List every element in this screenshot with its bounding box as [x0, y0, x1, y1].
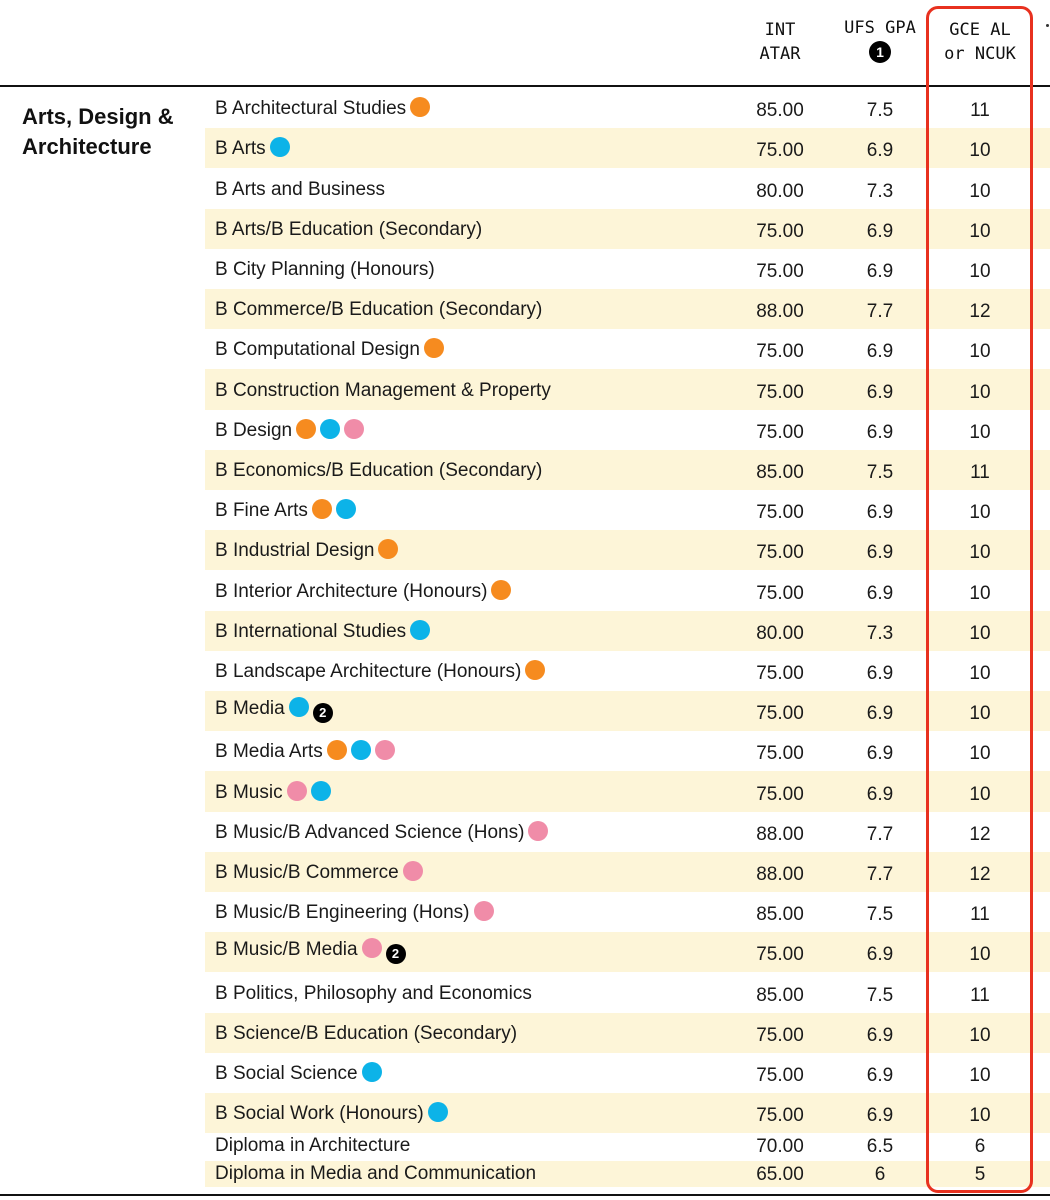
program-name: B Music — [215, 781, 331, 804]
atar-value: 75.00 — [756, 502, 804, 524]
program-name: B Economics/B Education (Secondary) — [215, 459, 543, 481]
gpa-value: 6.9 — [866, 502, 894, 524]
gce-value: 10 — [969, 220, 991, 242]
gce-value: 10 — [969, 582, 991, 604]
atar-value: 75.00 — [756, 260, 804, 282]
gce-value: 5 — [974, 1164, 986, 1185]
footnote-1-icon: 1 — [869, 41, 891, 63]
gpa-value: 6.9 — [866, 341, 894, 363]
atar-value: 75.00 — [756, 662, 804, 684]
gpa-value: 6.9 — [866, 783, 894, 805]
atar-value: 88.00 — [756, 301, 804, 323]
gpa-value: 6.9 — [866, 260, 894, 282]
pink-dot-icon — [344, 419, 364, 439]
gce-value: 11 — [970, 461, 990, 483]
header-gce-al-ncuk: GCE AL or NCUK — [944, 20, 1016, 64]
program-name: B Music/B Advanced Science (Hons) — [215, 821, 548, 844]
gce-value: 10 — [969, 421, 991, 443]
header-ufs-gpa: UFS GPA 1 — [830, 16, 930, 64]
atar-value: 85.00 — [756, 984, 804, 1006]
program-name: B Landscape Architecture (Honours) — [215, 660, 545, 683]
orange-dot-icon — [378, 539, 398, 559]
atar-value: 75.00 — [756, 582, 804, 604]
gpa-value: 6.9 — [866, 703, 894, 725]
atar-value: 88.00 — [756, 863, 804, 885]
program-name: B Social Science — [215, 1062, 382, 1085]
section-title: Arts, Design & Architecture — [22, 104, 174, 159]
atar-value: 75.00 — [756, 381, 804, 403]
gpa-value: 7.7 — [866, 301, 894, 323]
table-row — [205, 369, 1050, 409]
gce-value: 10 — [969, 1064, 991, 1086]
atar-value: 75.00 — [756, 341, 804, 363]
atar-value: 75.00 — [756, 1024, 804, 1046]
program-name: Diploma in Architecture — [215, 1135, 411, 1156]
table-row — [205, 1093, 1050, 1133]
gce-value: 10 — [969, 783, 991, 805]
atar-value: 70.00 — [756, 1136, 804, 1157]
gpa-value: 7.5 — [866, 100, 894, 122]
table-row — [205, 892, 1050, 932]
program-name: B Arts/B Education (Secondary) — [215, 218, 483, 240]
gce-value: 10 — [969, 140, 991, 162]
table-bottom-divider — [0, 1194, 1050, 1196]
program-name: B Computational Design — [215, 338, 444, 361]
atar-value: 85.00 — [756, 100, 804, 122]
table-row — [205, 209, 1050, 249]
gce-value: 10 — [969, 703, 991, 725]
blue-dot-icon — [289, 697, 309, 717]
program-name: B Science/B Education (Secondary) — [215, 1022, 518, 1044]
gpa-value: 6 — [874, 1164, 886, 1185]
gce-value: 10 — [969, 502, 991, 524]
footnote-2-icon: 2 — [313, 703, 333, 723]
table-row — [205, 972, 1050, 1012]
program-name: B Media 2 — [215, 697, 333, 723]
atar-value: 75.00 — [756, 542, 804, 564]
atar-value: 65.00 — [756, 1164, 804, 1185]
atar-value: 80.00 — [756, 622, 804, 644]
atar-value: 75.00 — [756, 1105, 804, 1127]
program-name: B Design — [215, 419, 364, 442]
gpa-value: 7.5 — [866, 461, 894, 483]
table-row — [205, 812, 1050, 852]
gce-value: 11 — [970, 904, 990, 926]
orange-dot-icon — [410, 97, 430, 117]
table-row — [205, 691, 1050, 731]
gpa-value: 6.9 — [866, 381, 894, 403]
table-row — [205, 249, 1050, 289]
gce-value: 10 — [969, 260, 991, 282]
gpa-value: 7.3 — [866, 180, 894, 202]
gce-value: 10 — [969, 1024, 991, 1046]
gpa-value: 7.3 — [866, 622, 894, 644]
blue-dot-icon — [311, 781, 331, 801]
table-row — [205, 771, 1050, 811]
atar-value: 75.00 — [756, 944, 804, 966]
gce-value: 10 — [969, 180, 991, 202]
table-row — [205, 289, 1050, 329]
gce-value: 10 — [969, 662, 991, 684]
table-row — [205, 852, 1050, 892]
table-row — [205, 168, 1050, 208]
program-name: B Commerce/B Education (Secondary) — [215, 299, 543, 321]
gce-value: 6 — [974, 1136, 986, 1157]
gpa-value: 6.9 — [866, 1105, 894, 1127]
table-row — [205, 410, 1050, 450]
gce-value: 10 — [969, 341, 991, 363]
gce-value: 10 — [969, 622, 991, 644]
pink-dot-icon — [287, 781, 307, 801]
table-row — [205, 490, 1050, 530]
table-row — [205, 530, 1050, 570]
table-row — [205, 651, 1050, 691]
blue-dot-icon — [428, 1102, 448, 1122]
gpa-value: 7.7 — [866, 863, 894, 885]
pink-dot-icon — [474, 901, 494, 921]
atar-value: 85.00 — [756, 461, 804, 483]
orange-dot-icon — [327, 740, 347, 760]
program-name: B Interior Architecture (Honours) — [215, 580, 511, 603]
blue-dot-icon — [320, 419, 340, 439]
program-name: B City Planning (Honours) — [215, 258, 435, 280]
atar-value: 75.00 — [756, 1064, 804, 1086]
table-row — [205, 450, 1050, 490]
pink-dot-icon — [362, 938, 382, 958]
atar-value: 75.00 — [756, 421, 804, 443]
program-name: B Social Work (Honours) — [215, 1102, 448, 1125]
table-row — [205, 1053, 1050, 1093]
program-name: B Industrial Design — [215, 539, 398, 562]
gpa-value: 6.9 — [866, 662, 894, 684]
gpa-value: 6.9 — [866, 220, 894, 242]
gce-value: 10 — [969, 743, 991, 765]
gce-value: 10 — [969, 542, 991, 564]
gpa-value: 6.9 — [866, 542, 894, 564]
gpa-value: 6.9 — [866, 582, 894, 604]
program-name: B Construction Management & Property — [215, 379, 551, 401]
program-name: B Arts — [215, 137, 290, 160]
header-divider — [0, 85, 1050, 87]
table-row — [205, 329, 1050, 369]
atar-value: 75.00 — [756, 783, 804, 805]
atar-value: 88.00 — [756, 823, 804, 845]
gpa-value: 7.5 — [866, 984, 894, 1006]
gce-value: 10 — [969, 1105, 991, 1127]
gpa-value: 6.9 — [866, 743, 894, 765]
program-name: B Music/B Media 2 — [215, 938, 406, 964]
gce-value: 10 — [969, 944, 991, 966]
table-row — [205, 570, 1050, 610]
orange-dot-icon — [525, 660, 545, 680]
blue-dot-icon — [362, 1062, 382, 1082]
cut-off-header-mark — [1046, 24, 1049, 27]
pink-dot-icon — [528, 821, 548, 841]
atar-value: 75.00 — [756, 703, 804, 725]
atar-value: 75.00 — [756, 743, 804, 765]
blue-dot-icon — [336, 499, 356, 519]
blue-dot-icon — [351, 740, 371, 760]
gpa-value: 6.9 — [866, 421, 894, 443]
blue-dot-icon — [410, 620, 430, 640]
atar-value: 80.00 — [756, 180, 804, 202]
program-name: B Politics, Philosophy and Economics — [215, 982, 532, 1004]
table-row — [205, 731, 1050, 771]
pink-dot-icon — [375, 740, 395, 760]
program-name: Diploma in Media and Communication — [215, 1163, 537, 1184]
pink-dot-icon — [403, 861, 423, 881]
orange-dot-icon — [296, 419, 316, 439]
table-row — [205, 1161, 1050, 1187]
gce-value: 12 — [969, 823, 991, 845]
program-name: B Music/B Commerce — [215, 861, 423, 884]
gce-column-highlight — [926, 6, 1033, 1193]
atar-value: 75.00 — [756, 140, 804, 162]
table-row — [205, 932, 1050, 972]
table-row — [205, 1133, 1050, 1159]
footnote-2-icon: 2 — [386, 944, 406, 964]
gpa-value: 6.9 — [866, 140, 894, 162]
gce-value: 11 — [970, 100, 990, 122]
program-name: B Music/B Engineering (Hons) — [215, 901, 494, 924]
program-name: B Fine Arts — [215, 499, 356, 522]
orange-dot-icon — [312, 499, 332, 519]
atar-value: 75.00 — [756, 220, 804, 242]
gpa-value: 6.5 — [866, 1136, 894, 1157]
orange-dot-icon — [491, 580, 511, 600]
gpa-value: 6.9 — [866, 944, 894, 966]
gpa-value: 7.5 — [866, 904, 894, 926]
table-row — [205, 1013, 1050, 1053]
gce-value: 12 — [969, 301, 991, 323]
program-name: B International Studies — [215, 620, 430, 643]
gce-value: 11 — [970, 984, 990, 1006]
program-name: B Media Arts — [215, 740, 395, 763]
atar-value: 85.00 — [756, 904, 804, 926]
gce-value: 12 — [969, 863, 991, 885]
program-name: B Arts and Business — [215, 178, 386, 200]
table-row — [205, 88, 1050, 128]
gpa-value: 6.9 — [866, 1024, 894, 1046]
orange-dot-icon — [424, 338, 444, 358]
gce-value: 10 — [969, 381, 991, 403]
gpa-value: 7.7 — [866, 823, 894, 845]
gpa-value: 6.9 — [866, 1064, 894, 1086]
program-name: B Architectural Studies — [215, 97, 430, 120]
table-row — [205, 611, 1050, 651]
blue-dot-icon — [270, 137, 290, 157]
table-row — [205, 128, 1050, 168]
header-int-atar: INT ATAR — [759, 20, 801, 64]
